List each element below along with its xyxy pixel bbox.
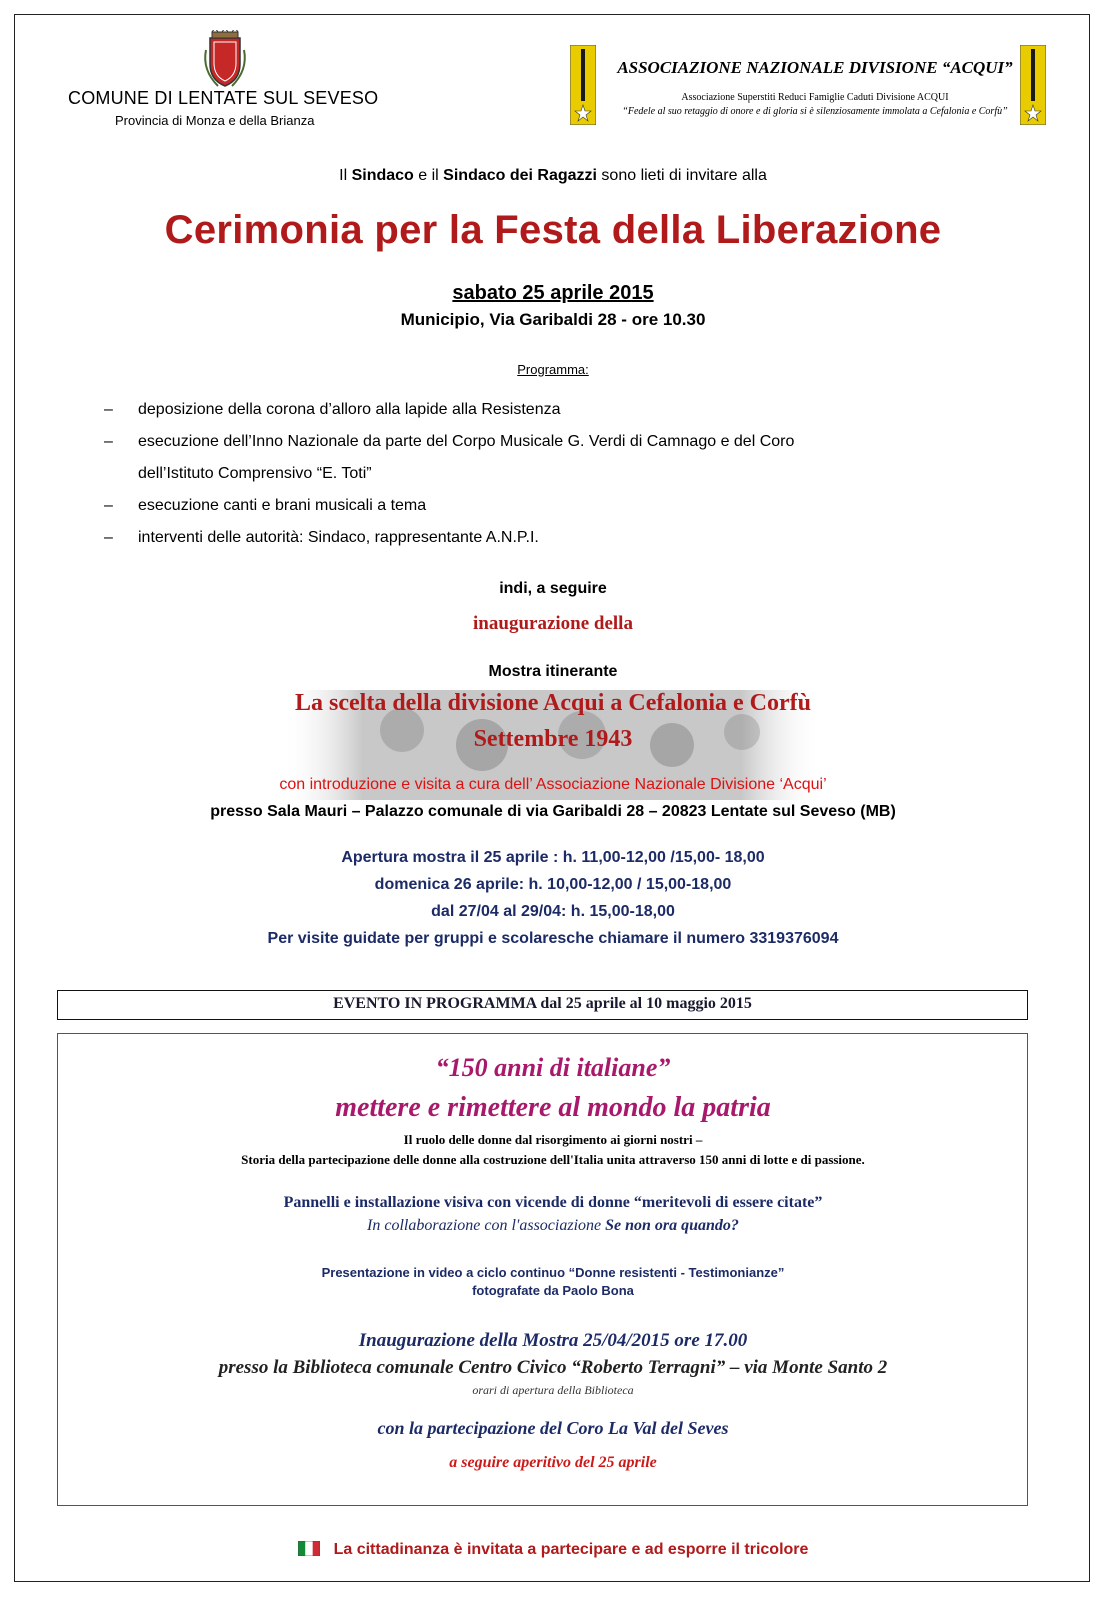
italian-flag-icon xyxy=(298,1541,320,1556)
second-event-description: Il ruolo delle donne dal risorgimento ai giorni nostri – xyxy=(403,1132,703,1147)
exhibition-intro: con introduzione e visita a cura dell’ Associazione Nazionale Divisione ‘Acqui’ xyxy=(279,776,827,793)
inaugurazione-label: inaugurazione della xyxy=(473,613,633,634)
closing-invitation: La cittadinanza è invitata a partecipare e ad esporre il tricolore xyxy=(0,1541,1106,1559)
ceremony-title: Cerimonia per la Festa della Liberazione xyxy=(164,208,942,252)
opening-hours-line: dal 27/04 al 29/04: h. 15,00-18,00 xyxy=(431,903,675,920)
comune-crest-icon xyxy=(200,30,250,90)
opening-hours-line: domenica 26 aprile: h. 10,00-12,00 / 15,00-18,00 xyxy=(374,876,732,893)
aperitivo-line: a seguire aperitivo del 25 aprile xyxy=(449,1454,657,1471)
second-event-description: Storia della partecipazione delle donne alla costruzione dell'Italia unita attraverso 150 anni di lotte e di passione. xyxy=(241,1152,865,1167)
list-item: – esecuzione dell’Inno Nazionale da parte del Corpo Musicale G. Verdi di Camnago e del Coro dell’Istituto Comprensivo “E. Toti” xyxy=(104,433,795,482)
exhibition-location: presso Sala Mauri – Palazzo comunale di via Garibaldi 28 – 20823 Lentate sul Seveso (MB) xyxy=(210,803,896,820)
video-presentation-line: Presentazione in video a ciclo continuo “Donne resistenti - Testimonianze” xyxy=(321,1265,785,1280)
library-hours-note: orari di apertura della Biblioteca xyxy=(472,1383,634,1397)
mostra-label: Mostra itinerante xyxy=(488,663,618,680)
association-subtitle: Associazione Superstiti Reduci Famiglie Caduti Divisione ACQUI xyxy=(681,92,949,103)
programma-list xyxy=(0,394,1106,554)
exhibition-title: La scelta della divisione Acqui a Cefalonia e Corfù xyxy=(295,690,811,716)
programma-label: Programma: xyxy=(517,362,589,377)
list-item: – deposizione della corona d’alloro alla lapide alla Resistenza xyxy=(104,401,561,418)
exhibition-date: Settembre 1943 xyxy=(473,726,633,752)
second-event-title: “150 anni di italiane” xyxy=(435,1053,671,1082)
collaboration-line: In collaborazione con l'associazione Se non ora quando? xyxy=(367,1217,739,1234)
list-item: – interventi delle autorità: Sindaco, rappresentante A.N.P.I. xyxy=(104,529,539,546)
choir-line: con la partecipazione del Coro La Val del Seves xyxy=(377,1418,729,1438)
photographer-line: fotografate da Paolo Bona xyxy=(472,1283,634,1298)
list-item: – esecuzione canti e brani musicali a tema xyxy=(104,497,427,514)
exhibition-opening-line: Inaugurazione della Mostra 25/04/2015 ore 17.00 xyxy=(358,1330,748,1351)
pannelli-line: Pannelli e installazione visiva con vicende di donne “meritevoli di essere citate” xyxy=(283,1194,823,1211)
event-date: sabato 25 aprile 2015 xyxy=(452,282,654,304)
provincia-label: Provincia di Monza e della Brianza xyxy=(115,113,315,128)
comune-name: COMUNE DI LENTATE SUL SEVESO xyxy=(68,88,379,108)
opening-hours-line: Apertura mostra il 25 aprile : h. 11,00-12,00 /15,00- 18,00 xyxy=(341,849,765,866)
invitation-line: Il Sindaco e il Sindaco dei Ragazzi sono lieti di invitare alla xyxy=(339,167,767,184)
indi-label: indi, a seguire xyxy=(499,580,607,597)
second-event-subtitle: mettere e rimettere al mondo la patria xyxy=(335,1092,771,1123)
association-title: ASSOCIAZIONE NAZIONALE DIVISIONE “ACQUI” xyxy=(617,58,1013,77)
evento-banner-text: EVENTO IN PROGRAMMA dal 25 aprile al 10 maggio 2015 xyxy=(333,995,752,1012)
event-place: Municipio, Via Garibaldi 28 - ore 10.30 xyxy=(400,310,706,329)
guided-visits-line: Per visite guidate per gruppi e scolaresche chiamare il numero 3319376094 xyxy=(267,930,839,947)
yellow-pennant-icon xyxy=(570,45,596,125)
library-location-line: presso la Biblioteca comunale Centro Civico “Roberto Terragni” – via Monte Santo 2 xyxy=(218,1357,888,1378)
association-motto: “Fedele al suo retaggio di onore e di gloria si è silenziosamente immolata a Cefalonia e Corfù” xyxy=(622,106,1008,117)
